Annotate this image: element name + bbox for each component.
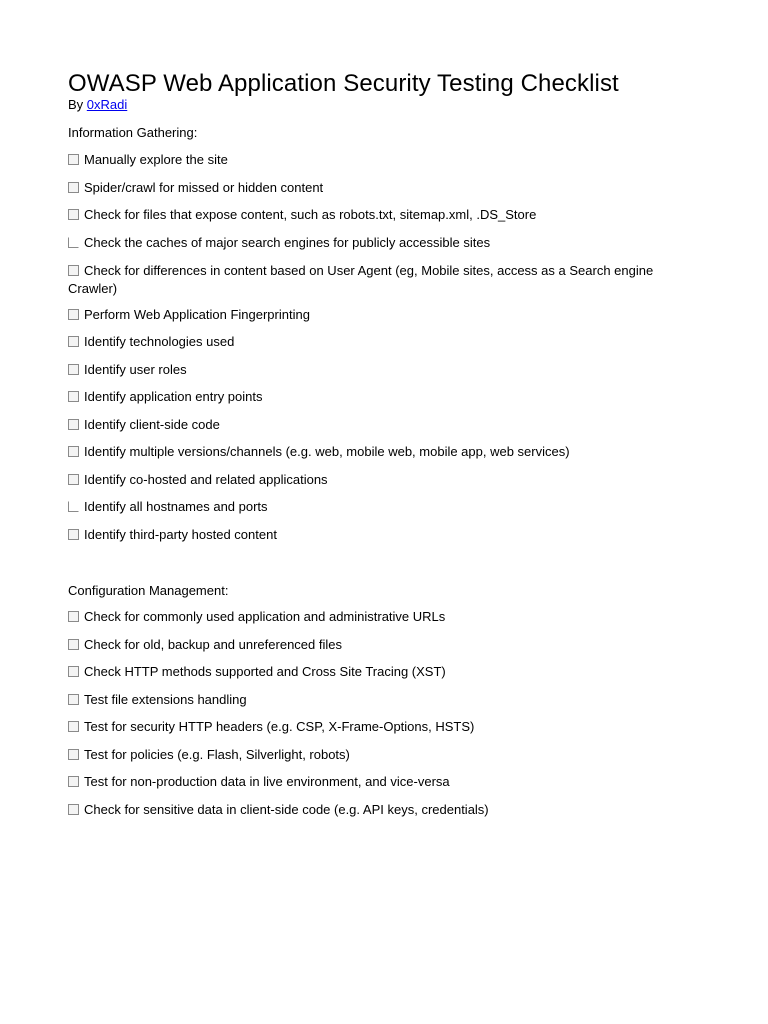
checkbox-icon[interactable]	[68, 182, 79, 193]
checklist-item: Check for old, backup and unreferenced files	[68, 636, 698, 654]
checklist-item: Test for security HTTP headers (e.g. CSP, X-Frame-Options, HSTS)	[68, 718, 698, 736]
checklist-item: Identify client-side code	[68, 416, 698, 434]
byline-prefix: By	[68, 97, 87, 112]
checkbox-icon[interactable]	[68, 265, 79, 276]
checkbox-icon[interactable]	[68, 209, 79, 220]
checklist-item: Identify user roles	[68, 361, 698, 379]
checklist-item: Perform Web Application Fingerprinting	[68, 306, 698, 324]
checkbox-icon[interactable]	[68, 364, 79, 375]
checklist-item: Test file extensions handling	[68, 691, 698, 709]
page-title: OWASP Web Application Security Testing Checklist	[68, 70, 619, 97]
checklist-item: Check HTTP methods supported and Cross Site Tracing (XST)	[68, 663, 698, 681]
checkbox-icon[interactable]	[68, 804, 79, 815]
checklist-item: Identify all hostnames and ports	[68, 498, 698, 516]
checklist-item: Test for policies (e.g. Flash, Silverlight, robots)	[68, 746, 698, 764]
checklist-item: Spider/crawl for missed or hidden content	[68, 179, 698, 197]
section-heading-information-gathering: Information Gathering:	[68, 125, 198, 140]
checkbox-icon[interactable]	[68, 446, 79, 457]
checklist-item: Identify technologies used	[68, 333, 698, 351]
checklist-item: Check for commonly used application and administrative URLs	[68, 608, 698, 626]
checkbox-icon[interactable]	[68, 666, 79, 677]
checkbox-icon[interactable]	[68, 391, 79, 402]
checkbox-icon[interactable]	[68, 237, 79, 248]
checklist-item: Manually explore the site	[68, 151, 698, 169]
checklist-item: Identify application entry points	[68, 388, 698, 406]
checkbox-icon[interactable]	[68, 474, 79, 485]
checklist-item: Check for differences in content based on User Agent (eg, Mobile sites, access as a Search engine Crawler)	[68, 263, 654, 296]
checkbox-icon[interactable]	[68, 419, 79, 430]
section-heading-configuration-management: Configuration Management:	[68, 583, 229, 598]
checklist-item: Test for non-production data in live environment, and vice-versa	[68, 773, 698, 791]
checkbox-icon[interactable]	[68, 611, 79, 622]
checkbox-icon[interactable]	[68, 154, 79, 165]
checklist-item: Check for sensitive data in client-side code (e.g. API keys, credentials)	[68, 801, 698, 819]
checklist-item: Identify multiple versions/channels (e.g. web, mobile web, mobile app, web services)	[68, 443, 698, 461]
checkbox-icon[interactable]	[68, 309, 79, 320]
checkbox-icon[interactable]	[68, 639, 79, 650]
checklist-item: Check for files that expose content, such as robots.txt, sitemap.xml, .DS_Store	[68, 206, 698, 224]
checkbox-icon[interactable]	[68, 336, 79, 347]
checkbox-icon[interactable]	[68, 501, 79, 512]
checklist-item: Check the caches of major search engines for publicly accessible sites	[68, 234, 698, 252]
author-link[interactable]: 0xRadi	[86, 97, 128, 112]
checkbox-icon[interactable]	[68, 529, 79, 540]
checkbox-icon[interactable]	[68, 694, 79, 705]
checkbox-icon[interactable]	[68, 776, 79, 787]
checkbox-icon[interactable]	[68, 721, 79, 732]
checklist-item: Identify third-party hosted content	[68, 526, 698, 544]
checkbox-icon[interactable]	[68, 749, 79, 760]
byline	[68, 97, 127, 113]
checklist-item: Identify co-hosted and related applications	[68, 471, 698, 489]
